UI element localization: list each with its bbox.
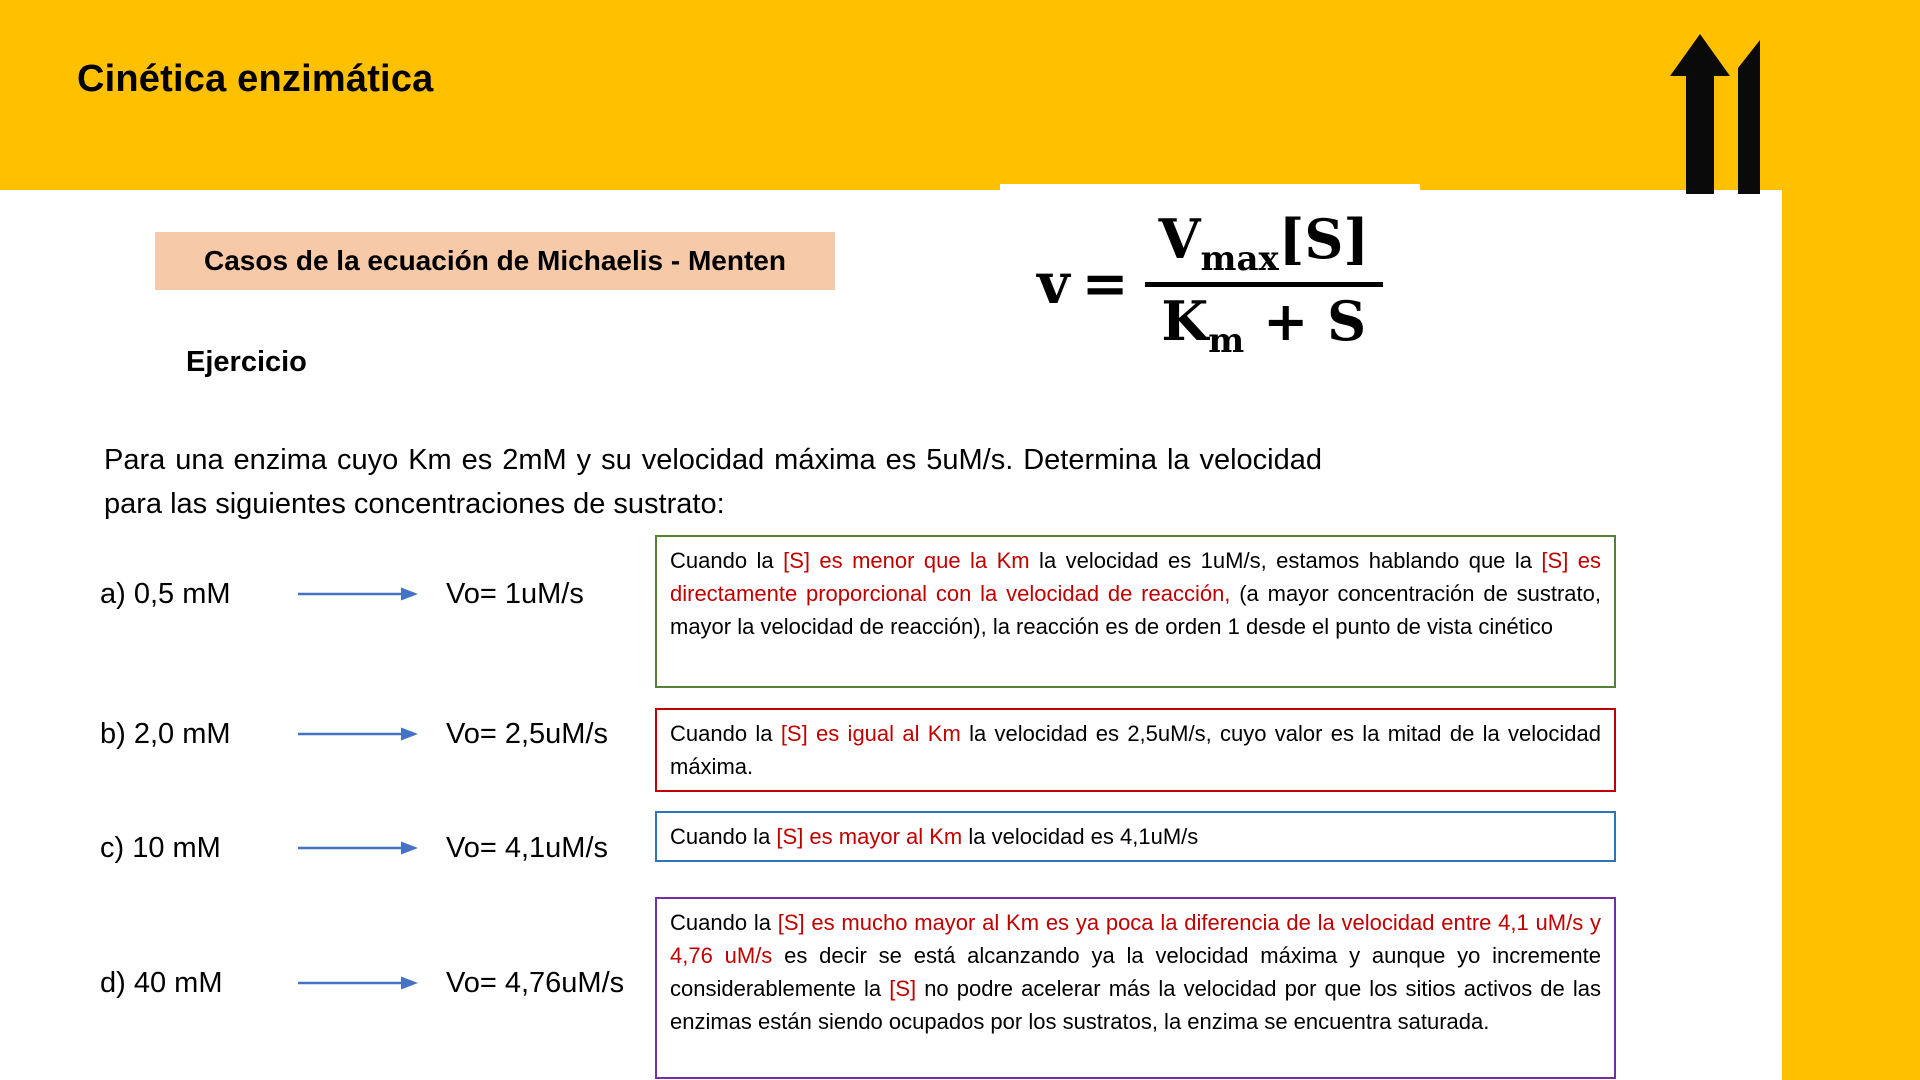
arrow-icon (298, 975, 418, 991)
arrow-icon (298, 586, 418, 602)
eq-vmax-sub: max (1200, 238, 1279, 279)
eq-vmax: V (1158, 206, 1201, 271)
explanation-box-lower-s: Cuando la [S] es menor que la Km la velocidad es 1uM/s, estamos hablando que la [S] es directamente proporcional con la velocidad de reacción, (a mayor concentración de sustrato, mayor la velocidad de reacción), la reacción es de orden 1 desde el punto de vista cinético (655, 535, 1616, 688)
eq-substrate: [S] (1278, 206, 1369, 271)
case-result: Vo= 1uM/s (446, 577, 584, 610)
problem-statement: Para una enzima cuyo Km es 2mM y su velocidad máxima es 5uM/s. Determina la velocidad para las siguientes concentraciones de sustrato: (104, 444, 1322, 520)
right-sidebar-band (1782, 0, 1920, 1080)
explanation-box-equal-s: Cuando la [S] es igual al Km la velocidad es 2,5uM/s, cuyo valor es la mitad de la velocidad máxima. (655, 708, 1616, 792)
case-row-a (100, 570, 584, 618)
eq-km-sub: m (1208, 320, 1245, 361)
eq-v: v (1037, 251, 1070, 317)
equation-lhs (1037, 251, 1128, 317)
eq-denominator (1161, 287, 1366, 360)
eq-equals: = (1081, 251, 1129, 317)
eq-plus-s: + S (1244, 288, 1367, 353)
case-row-c (100, 824, 608, 872)
case-row-b (100, 710, 608, 758)
explanation-box-greater-s: Cuando la [S] es mayor al Km la velocidad es 4,1uM/s (655, 811, 1616, 862)
arrow-icon (298, 840, 418, 856)
eq-numerator (1145, 206, 1383, 287)
up-arrow-logo-icon (1668, 34, 1768, 194)
exercise-label: Ejercicio (186, 346, 307, 378)
page-title: Cinética enzimática (77, 58, 434, 100)
arrow-icon (298, 726, 418, 742)
eq-km: K (1161, 288, 1209, 353)
case-result: Vo= 2,5uM/s (446, 717, 609, 750)
explanation-box-much-greater-s: Cuando la [S] es mucho mayor al Km es ya poca la diferencia de la velocidad entre 4,1 uM/s y 4,76 uM/s es decir se está alcanzando ya la velocidad máxima y aunque yo incremente considerablemente la [S] no podre acelerar más la velocidad por que los sitios activos de las enzimas están siendo ocupados por los sustratos, la enzima se encuentra saturada. (655, 897, 1616, 1079)
case-result: Vo= 4,76uM/s (446, 966, 625, 999)
michaelis-menten-equation (1000, 184, 1420, 384)
case-row-d (100, 959, 624, 1007)
section-heading: Casos de la ecuación de Michaelis - Menten (155, 232, 835, 290)
equation-fraction (1145, 206, 1383, 361)
case-label: c) 10 mM (100, 831, 221, 864)
case-result: Vo= 4,1uM/s (446, 831, 609, 864)
case-label: b) 2,0 mM (100, 717, 231, 750)
case-label: d) 40 mM (100, 966, 223, 999)
case-label: a) 0,5 mM (100, 577, 231, 610)
